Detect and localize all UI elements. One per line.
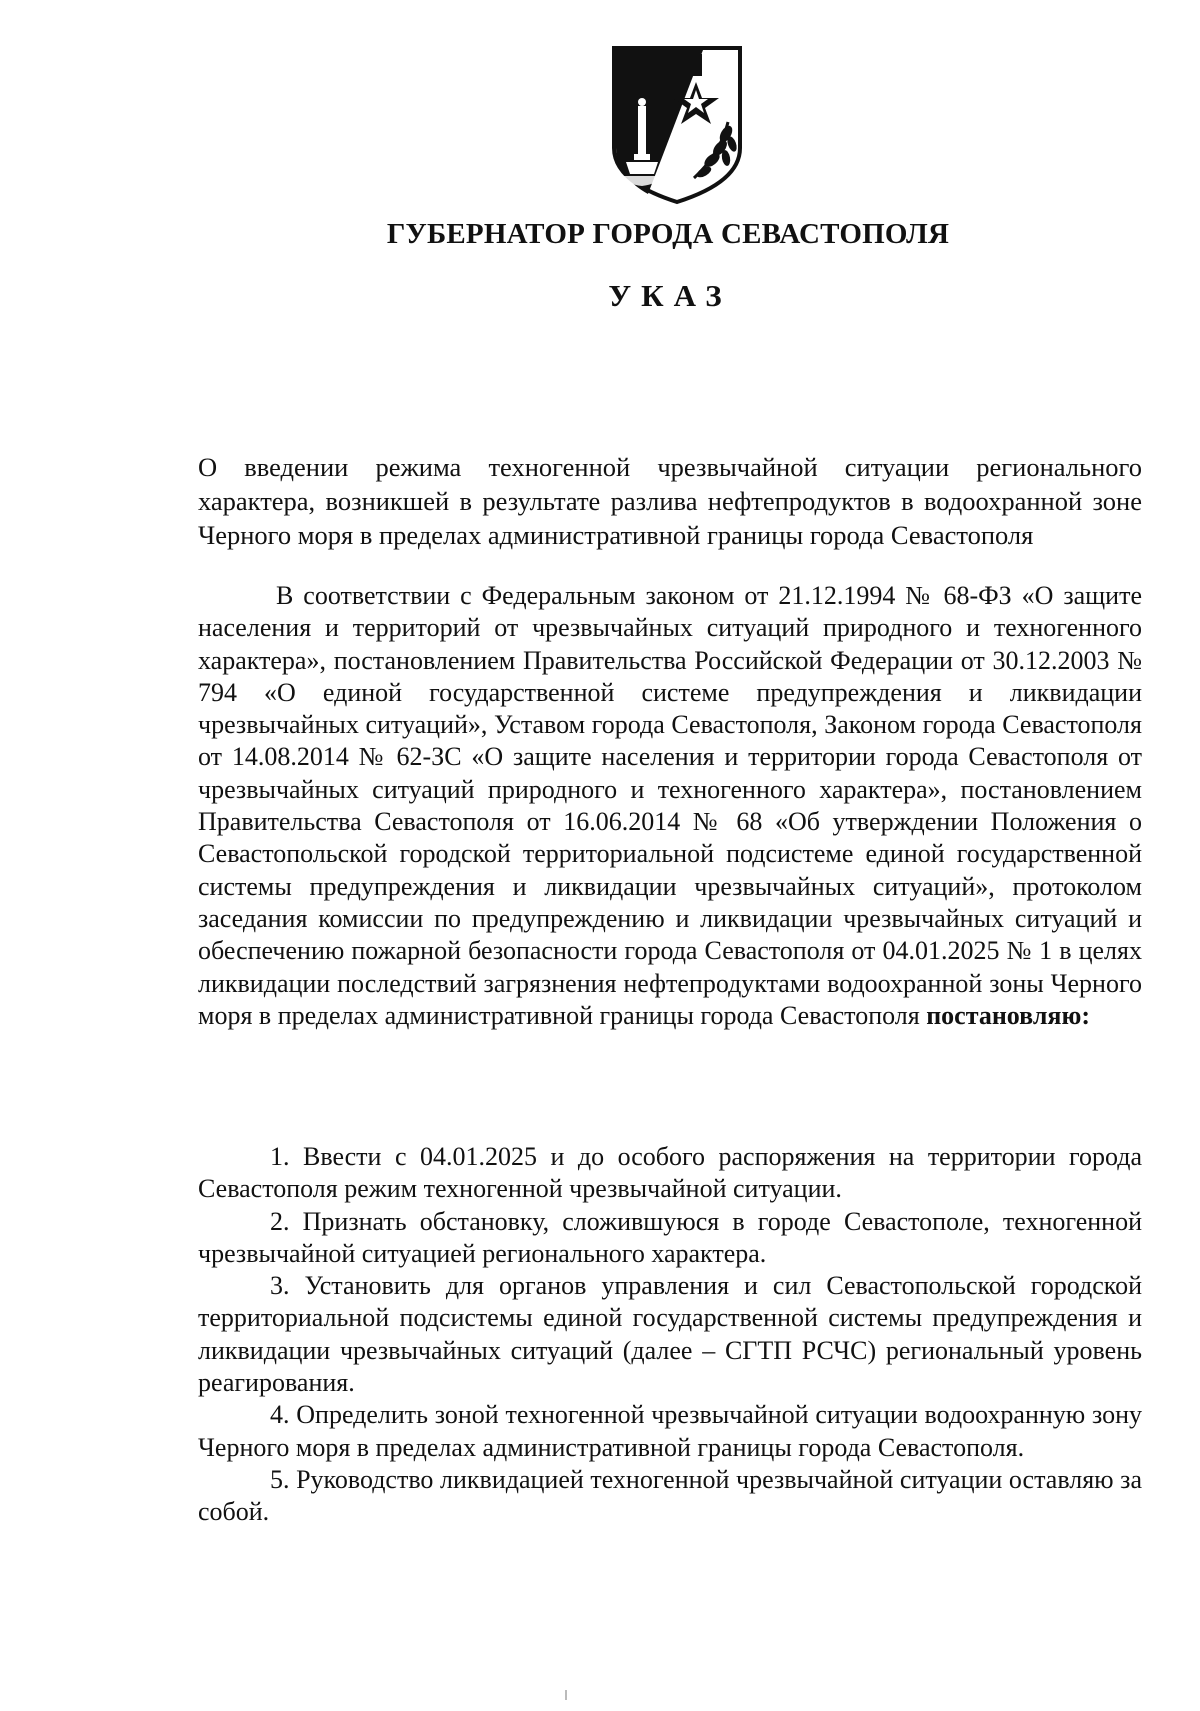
clause-4: 4. Определить зоной техногенной чрезвычайной ситуации водоохранную зону Черного моря в пределах административной границы города Севастополя. [198,1400,1142,1462]
preamble-text: В соответствии с Федеральным законом от 21.12.1994 № 68-ФЗ «О защите населения и территорий от чрезвычайных ситуаций природного и техногенного характера», постановлением Правительства Российской Федерации от 30.12.2003 № 794 «О единой государственной системе предупреждения и ликвидации чрезвычайных ситуаций», Уставом города Севастополя, Законом города Севастополя от 14.08.2014 № 62-ЗС «О защите населения и территории города Севастополя от чрезвычайных ситуаций природного и техногенного характера», постановлением Правительства Севастополя от 16.06.2014 № 68 «Об утверждении Положения о Севастопольской городской территориальной подсистеме единой государственной системы предупреждения и ликвидации чрезвычайных ситуаций», протоколом заседания комиссии по предупреждению и ликвидации чрезвычайных ситуаций и обеспечению пожарной безопасности города Севастополя от 04.01.2025 № 1 в целях ликвидации последствий загрязнения нефтепродуктами водоохранной зоны Черного моря в пределах административной границы города Севастополя [198,581,1142,1030]
scan-artifact [565,1690,567,1700]
issuing-authority: ГУБЕРНАТОР ГОРОДА СЕВАСТОПОЛЯ [386,218,950,250]
clause-3: 3. Установить для органов управления и сил Севастопольской городской территориальной подсистемы единой государственной системы предупреждения и ликвидации чрезвычайных ситуаций (далее – СГТП РСЧС) региональный уровень реагирования. [198,1271,1142,1398]
clause-1: 1. Ввести с 04.01.2025 и до особого распоряжения на территории города Севастополя режим техногенной чрезвычайной ситуации. [198,1142,1142,1204]
preamble-paragraph [198,580,1142,1032]
decree-clauses [198,1141,1142,1529]
decree-word: постановляю: [926,1000,1091,1030]
clause-5: 5. Руководство ликвидацией техногенной чрезвычайной ситуации оставляю за собой. [198,1464,1142,1527]
sevastopol-coat-of-arms-icon [608,44,746,208]
decree-preamble [198,580,1142,1032]
document-type: УКАЗ [608,278,732,313]
decree-subject: О введении режима техногенной чрезвычайной ситуации регионального характера, возникшей в результате разлива нефтепродуктов в водоохранной зоне Черного моря в пределах административной границы города Севастополя [198,452,1142,550]
clause-2: 2. Признать обстановку, сложившуюся в городе Севастополе, техногенной чрезвычайной ситуацией регионального характера. [198,1206,1142,1268]
